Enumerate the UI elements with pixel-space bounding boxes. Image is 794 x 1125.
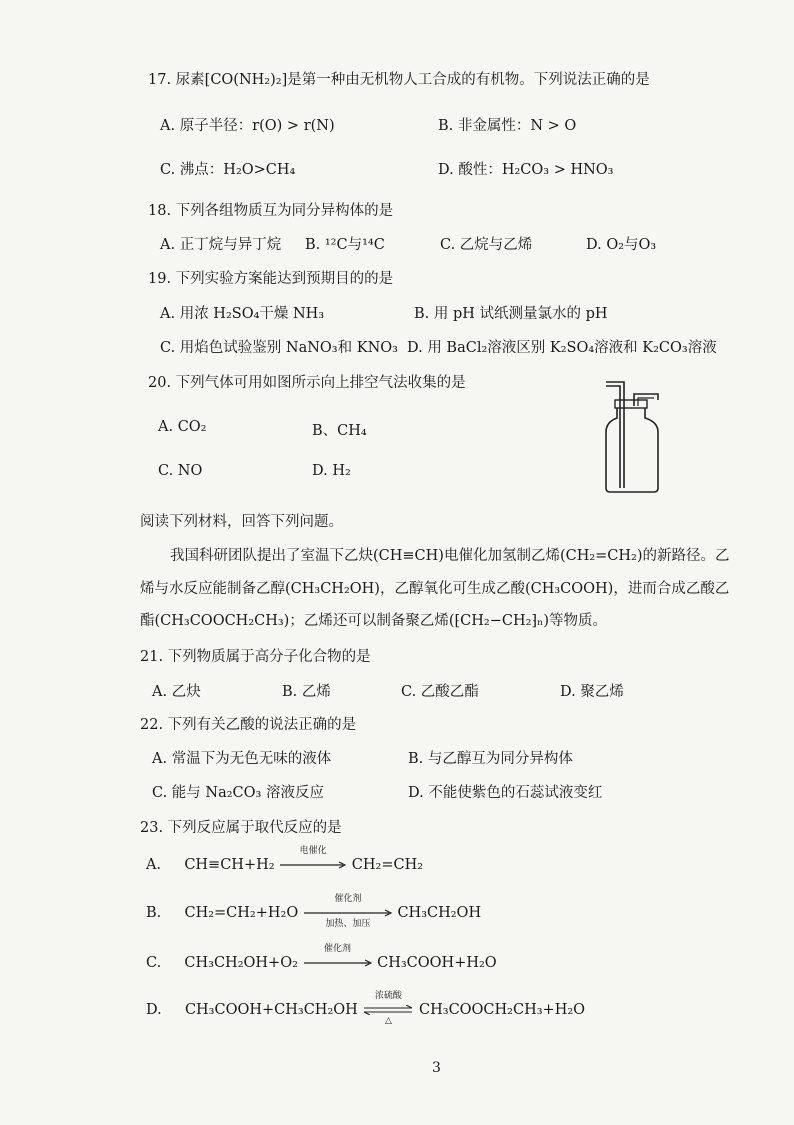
reaction-arrow-icon bbox=[303, 894, 393, 929]
q23-option-d-label: D. bbox=[146, 1002, 162, 1018]
q23-option-d-condition: 浓硫酸 bbox=[374, 991, 402, 1001]
reaction-arrow-icon bbox=[303, 944, 373, 968]
q23-option-c-products: CH₃COOH+H₂O bbox=[377, 955, 497, 971]
page-number: 3 bbox=[432, 1060, 441, 1076]
q23-option-a-condition: 电催化 bbox=[299, 846, 327, 856]
q23-option-b-label: B. bbox=[146, 905, 162, 921]
q21-stem: 21. 下列物质属于高分子化合物的是 bbox=[140, 649, 371, 665]
q23-option-c-label: C. bbox=[146, 955, 162, 971]
q23-option-c bbox=[146, 944, 497, 971]
q17-option-a: A. 原子半径：r(O) > r(N) bbox=[160, 118, 335, 134]
q22-option-c: C. 能与 Na₂CO₃ 溶液反应 bbox=[152, 785, 324, 801]
q22-option-a: A. 常温下为无色无味的液体 bbox=[152, 751, 332, 767]
q22-stem: 22. 下列有关乙酸的说法正确的是 bbox=[140, 717, 357, 733]
q23-stem: 23. 下列反应属于取代反应的是 bbox=[140, 820, 342, 836]
reading-intro: 阅读下列材料，回答下列问题。 bbox=[140, 514, 343, 530]
q23-option-d bbox=[146, 991, 586, 1026]
q18-option-b: B. ¹²C与¹⁴C bbox=[305, 237, 385, 253]
reading-paragraph-line-2: 烯与水反应能制备乙醇(CH₃CH₂OH)，乙醇氧化可生成乙酸(CH₃COOH)，进而合成乙酸乙 bbox=[140, 581, 730, 597]
q22-option-b: B. 与乙醇互为同分异构体 bbox=[408, 751, 573, 767]
q23-option-d-condition-under: △ bbox=[384, 1016, 392, 1026]
q23-option-b-condition: 催化剂 bbox=[334, 894, 362, 904]
q18-option-a: A. 正丁烷与异丁烷 bbox=[160, 237, 282, 253]
q22-option-d: D. 不能使紫色的石蕊试液变红 bbox=[408, 785, 603, 801]
q19-option-a: A. 用浓 H₂SO₄干燥 NH₃ bbox=[160, 306, 325, 322]
q21-option-b: B. 乙烯 bbox=[282, 684, 331, 700]
q23-option-d-products: CH₃COOCH₂CH₃+H₂O bbox=[419, 1002, 586, 1018]
q17-stem: 17. 尿素[CO(NH₂)₂]是第一种由无机物人工合成的有机物。下列说法正确的是 bbox=[148, 72, 650, 88]
q18-option-d: D. O₂与O₃ bbox=[586, 237, 657, 253]
q19-stem: 19. 下列实验方案能达到预期目的的是 bbox=[148, 271, 394, 287]
q17-option-c: C. 沸点：H₂O>CH₄ bbox=[160, 162, 296, 178]
reversible-arrow-icon bbox=[362, 991, 414, 1026]
q23-option-b-reactants: CH₂=CH₂+H₂O bbox=[184, 905, 299, 921]
q17-option-d: D. 酸性：H₂CO₃ > HNO₃ bbox=[438, 162, 614, 178]
q20-option-b: B、CH₄ bbox=[312, 423, 367, 439]
q19-option-b: B. 用 pH 试纸测量氯水的 pH bbox=[414, 306, 608, 322]
q18-stem: 18. 下列各组物质互为同分异构体的是 bbox=[148, 203, 394, 219]
q23-option-a-label: A. bbox=[146, 857, 162, 873]
q17-option-b: B. 非金属性：N > O bbox=[438, 118, 577, 134]
q21-option-a: A. 乙炔 bbox=[152, 684, 201, 700]
q21-option-d: D. 聚乙烯 bbox=[560, 684, 624, 700]
q23-option-a-products: CH₂=CH₂ bbox=[351, 857, 424, 873]
reading-paragraph-line-3: 酯(CH₃COOCH₂CH₃)；乙烯还可以制备聚乙烯(⁅CH₂−CH₂⁆ₙ)等物质。 bbox=[140, 613, 607, 629]
q23-option-b bbox=[146, 894, 482, 929]
q23-option-a-reactants: CH≡CH+H₂ bbox=[184, 857, 275, 873]
q19-option-d: D. 用 BaCl₂溶液区别 K₂SO₄溶液和 K₂CO₃溶液 bbox=[407, 340, 717, 356]
q23-option-d-reactants: CH₃COOH+CH₃CH₂OH bbox=[184, 1002, 358, 1018]
q18-option-c: C. 乙烷与乙烯 bbox=[440, 237, 533, 253]
reading-paragraph-line-1: 我国科研团队提出了室温下乙炔(CH≡CH)电催化加氢制乙烯(CH₂=CH₂)的新路径。乙 bbox=[170, 548, 730, 564]
q21-option-c: C. 乙酸乙酯 bbox=[401, 684, 479, 700]
q23-option-a bbox=[146, 846, 424, 873]
q20-option-d: D. H₂ bbox=[312, 463, 351, 479]
q23-option-b-products: CH₃CH₂OH bbox=[397, 905, 482, 921]
gas-collection-bottle-figure bbox=[598, 370, 670, 496]
q23-option-b-condition-under: 加热、加压 bbox=[325, 919, 371, 929]
reaction-arrow-icon bbox=[279, 846, 347, 870]
q20-option-c: C. NO bbox=[158, 463, 203, 479]
q20-stem: 20. 下列气体可用如图所示向上排空气法收集的是 bbox=[148, 375, 466, 391]
q20-option-a: A. CO₂ bbox=[158, 419, 207, 435]
q23-option-c-condition: 催化剂 bbox=[324, 944, 352, 954]
q19-option-c: C. 用焰色试验鉴别 NaNO₃和 KNO₃ bbox=[160, 340, 398, 356]
q23-option-c-reactants: CH₃CH₂OH+O₂ bbox=[184, 955, 298, 971]
